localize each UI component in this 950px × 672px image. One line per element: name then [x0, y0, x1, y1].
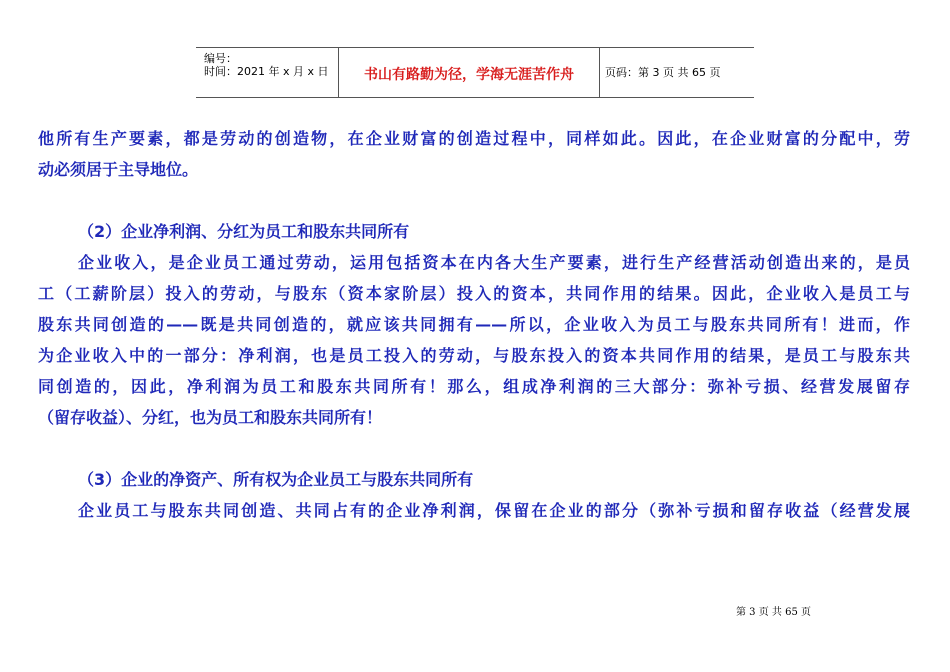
- body-line: 为企业收入中的一部分：净利润，也是员工投入的劳动，与股东投入的资本共同作用的结果，是员工与股东共: [38, 346, 910, 365]
- serial-number-label: 编号：: [204, 52, 237, 65]
- body-line: 他所有生产要素，都是劳动的创造物，在企业财富的创造过程中，同样如此。因此，在企业财富的分配中，劳: [38, 129, 910, 148]
- motto-text: 书山有路勤为径，学海无涯苦作舟: [364, 67, 574, 83]
- body-line: 企业员工与股东共同创造、共同占有的企业净利润，保留在企业的部分（弥补亏损和留存收益（经营发展: [78, 501, 910, 520]
- section-heading: （3）企业的净资产、所有权为企业员工与股东共同所有: [78, 470, 474, 489]
- header-info-cell: [196, 48, 338, 97]
- blank-line: [38, 185, 910, 216]
- page-code-label: 页码：第 3 页 共 65 页: [605, 66, 721, 79]
- body-line: 同创造的，因此，净利润为员工和股东共同所有！那么，组成净利润的三大部分：弥补亏损、经营发展留存: [38, 377, 910, 396]
- body-line: 动必须居于主导地位。: [38, 160, 199, 179]
- time-label: 时间：2021 年 x 月 x 日: [204, 65, 329, 78]
- document-header-table: [196, 47, 754, 98]
- header-page-cell: [599, 48, 754, 97]
- body-line: （留存收益）、分红，也为员工和股东共同所有！: [38, 408, 383, 427]
- page-footer: 第 3 页 共 65 页: [736, 607, 811, 618]
- body-line: 工（工薪阶层）投入的劳动，与股东（资本家阶层）投入的资本，共同作用的结果。因此，企业收入是员工与: [38, 284, 910, 303]
- blank-line: [38, 433, 910, 464]
- body-line: 企业收入，是企业员工通过劳动，运用包括资本在内各大生产要素，进行生产经营活动创造出来的，是员: [78, 253, 910, 272]
- section-heading: （2）企业净利润、分红为员工和股东共同所有: [78, 222, 410, 241]
- document-body: [38, 123, 910, 526]
- header-motto-cell: [338, 48, 600, 97]
- body-line: 股东共同创造的——既是共同创造的，就应该共同拥有——所以，企业收入为员工与股东共同所有！进而，作: [38, 315, 910, 334]
